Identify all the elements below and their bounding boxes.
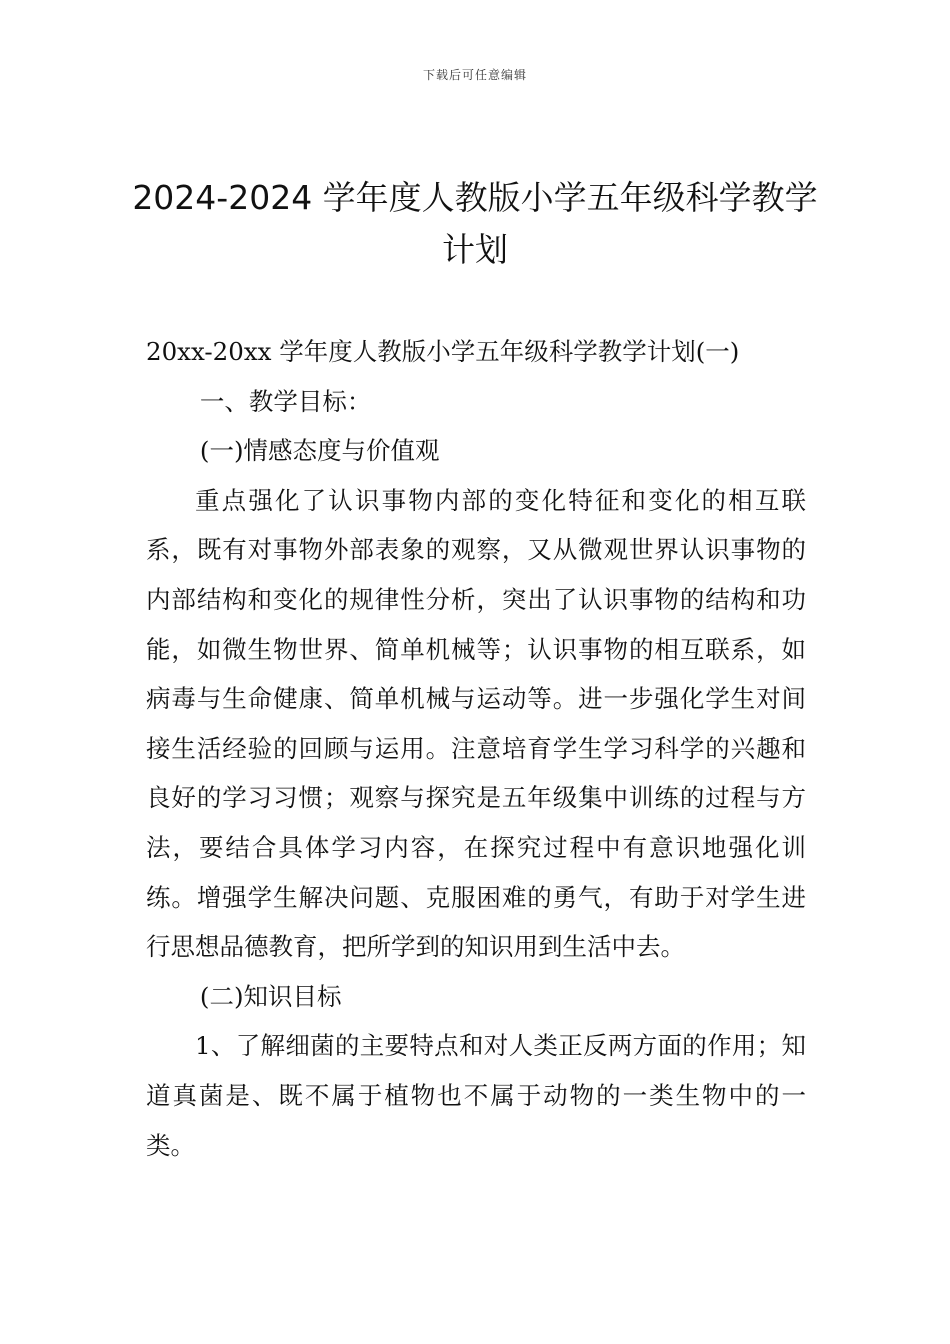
heading-teaching-goals: 一、教学目标： xyxy=(199,386,372,416)
document-body xyxy=(146,327,806,1170)
section-heading-plan-one: 20xx-20xx 学年度人教版小学五年级科学教学计划(一) xyxy=(146,337,740,366)
subheading-emotion-attitude-values: (一)情感态度与价值观 xyxy=(199,436,440,466)
paragraph-emotion-attitude-body: 重点强化了认识事物内部的变化特征和变化的相互联系，既有对事物外部表象的观察，又从微观世界认识事物的内部结构和变化的规律性分析，突出了认识事物的结构和功能，如微生物世界、简单机械等；认识事物的相互联系，如病毒与生命健康、简单机械与运动等。进一步强化学生对间接生活经验的回顾与运用。注意培育学生学习科学的兴趣和良好的学习习惯；观察与探究是五年级集中训练的过程与方法，要结合具体学习内容，在探究过程中有意识地强化训练。增强学生解决问题、克服困难的勇气，有助于对学生进行思想品德教育，把所学到的知识用到生活中去。 xyxy=(146,485,806,962)
subheading-knowledge-goals: (二)知识目标 xyxy=(199,981,342,1011)
paragraph-knowledge-item-1: 1、了解细菌的主要特点和对人类正反两方面的作用；知道真菌是、既不属于植物也不属于动物的一类生物中的一类。 xyxy=(146,1031,806,1160)
document-title: 2024-2024 学年度人教版小学五年级科学教学计划 xyxy=(132,178,818,269)
page-header-note: 下载后可任意编辑 xyxy=(422,68,527,82)
